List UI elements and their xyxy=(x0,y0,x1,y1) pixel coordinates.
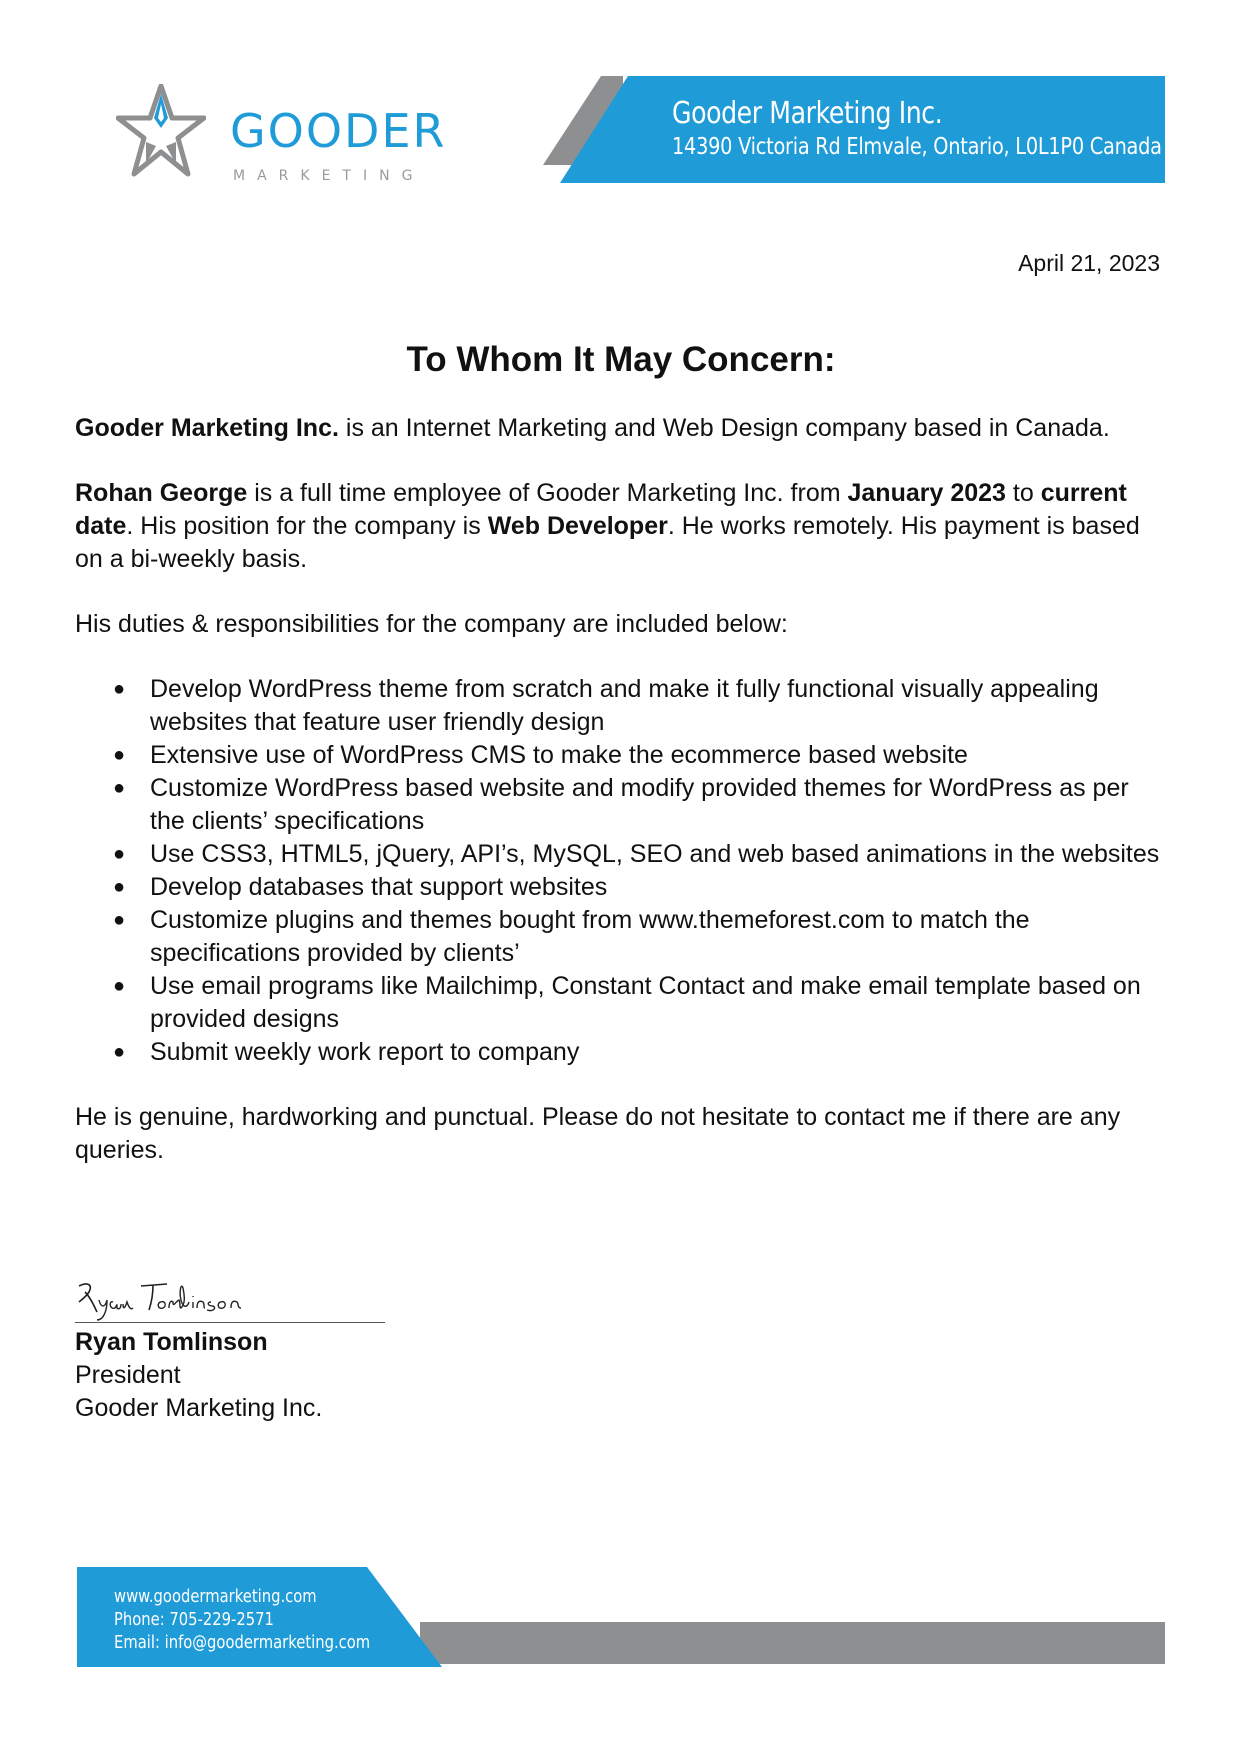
signer-title: President xyxy=(75,1361,181,1389)
list-item: ● Customize plugins and themes bought from www.themeforest.com to match the specifications provided by clients’ xyxy=(150,904,1170,970)
handwritten-signature xyxy=(75,1278,285,1324)
header-company-name: Gooder Marketing Inc. xyxy=(672,96,943,131)
footer-contact xyxy=(114,1585,370,1654)
list-item: ● Submit weekly work report to company xyxy=(150,1036,1170,1069)
duties-list xyxy=(75,673,1170,1069)
end-date: current date xyxy=(75,479,1127,540)
list-item: ● Use CSS3, HTML5, jQuery, API’s, MySQL, SEO and web based animations in the websites xyxy=(150,838,1170,871)
footer-email: Email: info@goodermarketing.com xyxy=(114,1632,371,1653)
employee-name: Rohan George xyxy=(75,479,248,507)
employment-text-3: . His position for the company is xyxy=(126,512,488,540)
employment-text-4: . He works remotely. His payment is based on a bi-weekly basis. xyxy=(75,512,1140,573)
intro-paragraph xyxy=(75,412,1170,445)
footer-website: www.goodermarketing.com xyxy=(114,1586,317,1607)
star-icon xyxy=(116,84,206,188)
signature-line xyxy=(75,1322,385,1323)
signer-company: Gooder Marketing Inc. xyxy=(75,1394,323,1422)
list-item: ● Customize WordPress based website and modify provided themes for WordPress as per the clients’ specifications xyxy=(150,772,1170,838)
closing-paragraph: He is genuine, hardworking and punctual. Please do not hesitate to contact me if there are any queries. xyxy=(75,1103,1121,1164)
list-item: ● Develop WordPress theme from scratch and make it fully functional visually appealing websites that feature user friendly design xyxy=(150,673,1170,739)
start-date: January 2023 xyxy=(847,479,1006,507)
logo-wordmark: GOODER xyxy=(230,104,447,158)
company-logo xyxy=(116,84,447,194)
footer-phone: Phone: 705-229-2571 xyxy=(114,1609,274,1630)
letter-body xyxy=(75,412,1170,1199)
list-item: ● Extensive use of WordPress CMS to make the ecommerce based website xyxy=(150,739,1170,772)
duties-intro: His duties & responsibilities for the company are included below: xyxy=(75,610,788,638)
list-item: ● Use email programs like Mailchimp, Constant Contact and make email template based on provided designs xyxy=(150,970,1170,1036)
signer-name: Ryan Tomlinson xyxy=(75,1328,268,1356)
intro-text: is an Internet Marketing and Web Design company based in Canada. xyxy=(338,414,1110,442)
employment-text-1: is a full time employee of Gooder Marketing Inc. from xyxy=(247,479,848,507)
list-item: ● Develop databases that support websites xyxy=(150,871,1170,904)
letter-date: April 21, 2023 xyxy=(1018,250,1160,276)
header-address: 14390 Victoria Rd Elmvale, Ontario, L0L1P0 Canada xyxy=(672,134,1162,160)
salutation: To Whom It May Concern: xyxy=(406,340,836,379)
position: Web Developer xyxy=(487,512,668,540)
employment-text-2: to xyxy=(1005,479,1041,507)
footer-grey-band xyxy=(420,1622,1165,1664)
company-name-bold: Gooder Marketing Inc. xyxy=(75,414,339,442)
employment-paragraph xyxy=(75,477,1170,576)
logo-tagline: MARKETING xyxy=(233,168,425,184)
signature-block xyxy=(75,1326,322,1425)
